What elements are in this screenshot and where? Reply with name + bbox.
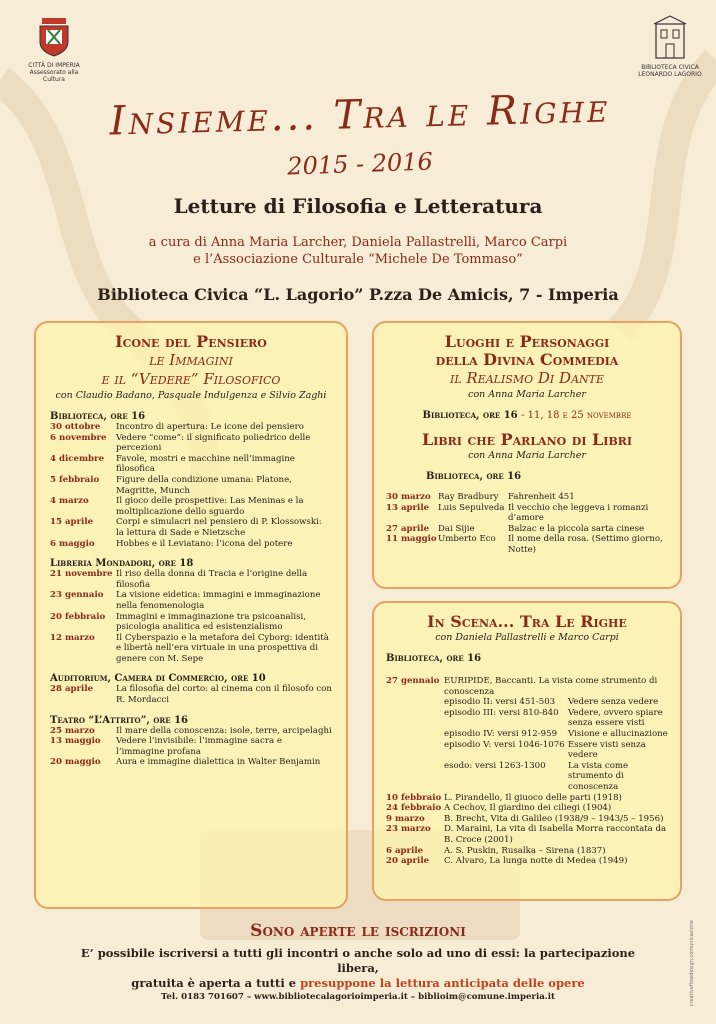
event-date: 24 febbraio <box>386 803 442 814</box>
event-title: D. Maraini, La vita di Isabella Morra raccontata da B. Croce (2001) <box>444 824 667 845</box>
scena-rows <box>386 793 668 867</box>
event-date: 23 marzo <box>386 824 431 835</box>
event-row <box>386 846 668 857</box>
footer-paragraph <box>70 946 646 991</box>
event-title: Favole, mostri e macchine nell’immagine filosofica <box>116 453 295 475</box>
event-title: Vedere l’invisibile: l’immagine sacra e l’immagine profana <box>116 736 282 757</box>
event-row <box>50 475 332 496</box>
scena-speakers: con Daniela Pallastrelli e Marco Carpi <box>435 632 619 643</box>
venue: Biblioteca Civica “L. Lagorio” P.zza De Amicis, 7 - Imperia <box>97 285 619 304</box>
footer-line-2a: gratuita è aperta a tutti e <box>131 976 301 990</box>
event-row <box>50 539 332 550</box>
event-date: 9 marzo <box>386 813 425 824</box>
event-date: 28 aprile <box>50 684 94 695</box>
event-date: 23 gennaio <box>50 590 104 601</box>
panel-icone <box>34 321 348 909</box>
scena-section: Biblioteca, ore 16 <box>386 653 482 664</box>
luoghi-heading-2: della Divina Commedia <box>435 350 619 369</box>
book-row <box>386 492 668 503</box>
book-title: Il nome della rosa. (Settimo giorno, Notte) <box>508 534 663 555</box>
event-date: 21 novembre <box>50 569 113 580</box>
episode-verses: esodo: versi 1263-1300 <box>444 760 546 771</box>
event-title: A Cechov, Il giardino dei ciliegi (1904) <box>444 803 612 814</box>
event-row <box>50 517 332 538</box>
episode-verses: episodio II: versi 451-503 <box>444 697 556 708</box>
book-date: 11 maggio <box>386 534 437 545</box>
icone-section-mondadori: Libreria Mondadori, ore 18 <box>50 558 194 570</box>
event-date: 20 aprile <box>386 856 430 867</box>
event-row <box>50 684 332 705</box>
book-date: 27 aprile <box>386 523 430 534</box>
event-title: Il riso della donna di Tracia e l’origine della filosofia <box>116 569 308 590</box>
poster-years: 2015 - 2016 <box>286 147 434 181</box>
poster-title: Insieme... Tra le Righe <box>109 85 611 145</box>
curators-line-2: e l’Associazione Culturale “Michele De Tommaso” <box>193 252 523 267</box>
episode-row <box>386 697 668 708</box>
event-row <box>50 612 332 633</box>
event-row <box>50 569 332 590</box>
event-title: Vedere “come”: il significato poliedrico delle percezioni <box>116 432 311 454</box>
event-row <box>50 757 332 768</box>
event-date: 25 marzo <box>50 725 95 736</box>
event-title: C. Alvaro, La lunga notte di Medea (1949) <box>444 856 628 867</box>
event-title: B. Brecht, Vita di Galileo (1938/9 – 1943/5 – 1956) <box>444 813 664 824</box>
episode-theme: La vista come strumento di conoscenza <box>568 760 629 792</box>
event-title: Figure della condizione umana: Platone, Magritte, Munch <box>116 474 292 496</box>
luoghi-section-dates: - 11, 18 e 25 novembre <box>521 410 632 421</box>
event-date: 15 aprile <box>50 517 94 528</box>
episode-theme: Essere visti senza vedere <box>568 739 646 761</box>
scena-list <box>386 676 668 867</box>
episode-theme: Vedere, ovvero spiare senza essere visti <box>568 707 663 729</box>
city-logo <box>22 14 86 83</box>
book-title: Balzac e la piccola sarta cinese <box>508 523 645 534</box>
scena-first-date: 27 gennaio <box>386 676 440 686</box>
icone-list-biblioteca <box>50 422 332 549</box>
event-date: 30 ottobre <box>50 422 101 432</box>
book-title: Fahrenheit 451 <box>508 492 575 502</box>
library-name-1: BIBLIOTECA CIVICA <box>641 64 699 71</box>
event-row <box>50 633 332 665</box>
city-crest-icon <box>36 14 72 58</box>
event-title: Il gioco delle prospettive: Las Meninas e la moltiplicazione dello sguardo <box>116 496 304 517</box>
event-date: 20 maggio <box>50 757 101 768</box>
footer-line-2 <box>70 976 646 991</box>
event-title: Aura e immagine dialettica in Walter Benjamin <box>116 757 321 768</box>
book-author: Luis Sepulveda <box>438 502 505 513</box>
city-name: CITTÀ DI IMPERIA <box>28 62 80 69</box>
event-title: La filosofia del corto: al cinema con il filosofo con R. Mordacci <box>116 684 332 706</box>
event-row <box>50 454 332 475</box>
event-title: L. Pirandello, Il giuoco delle parti (1918) <box>444 792 622 803</box>
libri-section: Biblioteca, ore 16 <box>426 471 522 482</box>
city-office: Assessorato alla Cultura <box>29 69 79 83</box>
event-date: 5 febbraio <box>50 474 100 485</box>
book-row <box>386 524 668 535</box>
scena-first-title: EURIPIDE, Baccanti. La vista come strumento di conoscenza <box>444 676 658 697</box>
event-row <box>50 496 332 517</box>
icone-list-auditorium <box>50 684 332 705</box>
icone-heading: Icone del Pensiero <box>115 332 267 351</box>
event-title: Immagini e immaginazione tra psicoanalisi, psicologia analitica ed esistenzialismo <box>116 611 307 633</box>
book-author: Ray Bradbury <box>438 492 499 502</box>
event-title: Hobbes e il Leviatano: l’icona del potere <box>116 538 293 549</box>
icone-speakers: con Claudio Badano, Pasquale Indulgenza e Silvio Zaghi <box>55 390 327 401</box>
event-row <box>386 856 668 867</box>
episode-verses: episodio III: versi 810-840 <box>444 707 559 718</box>
icone-list-mondadori <box>50 569 332 664</box>
designer-credit: creativeflowdesign.comunicazione <box>689 920 695 1007</box>
event-title: La visione eidetica: immagini e immaginazione nella fenomenologia <box>116 590 321 611</box>
luoghi-speaker: con Anna Maria Larcher <box>468 389 586 400</box>
event-title: Corpi e simulacri nel pensiero di P. Klossowski: la lettura di Sade e Nietzsche <box>116 517 322 538</box>
episode-verses: episodio V: versi 1046-1076 <box>444 739 565 750</box>
event-row <box>386 824 668 845</box>
event-title: Incontro di apertura: Le icone del pensiero <box>116 422 304 432</box>
book-row <box>386 534 668 555</box>
book-date: 30 marzo <box>386 492 431 502</box>
episode-row <box>386 740 668 761</box>
event-row <box>50 433 332 454</box>
event-title: Il Cyberspazio e la metafora del Cyborg: identità e libertà nell’era virtuale in una prospettiva di genere con M. Sepe <box>116 632 329 664</box>
icone-section-biblioteca: Biblioteca, ore 16 <box>50 411 146 422</box>
episode-verses: episodio IV: versi 912-959 <box>444 728 558 739</box>
event-row <box>386 793 668 804</box>
icone-section-teatro: Teatro “L’Attrito”, ore 16 <box>50 714 188 726</box>
episode-row <box>386 761 668 793</box>
panel-scena <box>372 601 682 901</box>
libri-heading: Libri che Parlano di Libri <box>421 430 633 449</box>
luoghi-section-label: Biblioteca, ore 16 <box>422 410 518 421</box>
book-author: Umberto Eco <box>438 534 496 545</box>
event-date: 20 febbraio <box>50 611 106 622</box>
library-building-icon <box>650 14 690 60</box>
scena-row-first <box>386 676 668 697</box>
luoghi-heading-1: Luoghi e Personaggi <box>444 332 610 351</box>
book-title: Il vecchio che leggeva i romanzi d’amore <box>508 502 649 524</box>
footer-line-2b: presuppone la lettura anticipata delle opere <box>300 976 585 990</box>
libri-speaker: con Anna Maria Larcher <box>468 450 586 461</box>
event-row <box>50 736 332 757</box>
library-logo <box>630 14 710 78</box>
scena-episodes <box>386 697 668 792</box>
panel-luoghi <box>372 321 682 589</box>
footer-contact: Tel. 0183 701607 – www.bibliotecalagorioimperia.it – biblioim@comune.imperia.it <box>160 992 556 1002</box>
event-date: 4 dicembre <box>50 453 105 464</box>
footer-heading: Sono aperte le iscrizioni <box>250 921 466 941</box>
book-author: Dai Sijie <box>438 523 475 534</box>
curators <box>0 234 716 268</box>
event-date: 4 marzo <box>50 496 89 507</box>
curators-line-1: a cura di Anna Maria Larcher, Daniela Pallastrelli, Marco Carpi <box>148 235 568 250</box>
event-date: 13 maggio <box>50 736 101 747</box>
event-date: 6 aprile <box>386 845 424 856</box>
episode-theme: Visione e allucinazione <box>568 728 668 739</box>
icone-subheading-1: le Immagini <box>149 351 233 369</box>
event-date: 6 maggio <box>50 538 95 549</box>
event-row <box>50 590 332 611</box>
event-row <box>386 814 668 825</box>
event-date: 12 marzo <box>50 632 95 643</box>
libri-list <box>386 492 668 556</box>
luoghi-subheading: il Realismo Di Dante <box>449 369 605 387</box>
event-date: 6 novembre <box>50 432 107 443</box>
footer-line-1: E’ possibile iscriversi a tutti gli incontri o anche solo ad uno di essi: la partecipazione libera, <box>80 946 636 975</box>
episode-row <box>386 729 668 740</box>
episode-theme: Vedere senza vedere <box>568 697 659 708</box>
event-title: Il mare della conoscenza: isole, terre, arcipelaghi <box>116 725 332 736</box>
scena-heading: In Scena... Tra Le Righe <box>427 612 627 631</box>
poster-subtitle: Letture di Filosofia e Letteratura <box>173 194 543 218</box>
event-row <box>50 422 332 433</box>
icone-list-teatro <box>50 726 332 768</box>
event-row <box>50 726 332 737</box>
event-date: 10 febbraio <box>386 792 442 803</box>
episode-row <box>386 708 668 729</box>
icone-subheading-2: e il “Vedere” Filosofico <box>101 370 281 388</box>
event-row <box>386 803 668 814</box>
library-name-2: LEONARDO LAGORIO <box>638 71 702 78</box>
event-title: A. S. Puskin, Rusalka – Sirena (1837) <box>444 845 606 856</box>
luoghi-section <box>386 410 668 421</box>
book-row <box>386 503 668 524</box>
book-date: 13 aprile <box>386 502 430 513</box>
icone-section-auditorium: Auditorium, Camera di Commercio, ore 10 <box>50 673 266 685</box>
